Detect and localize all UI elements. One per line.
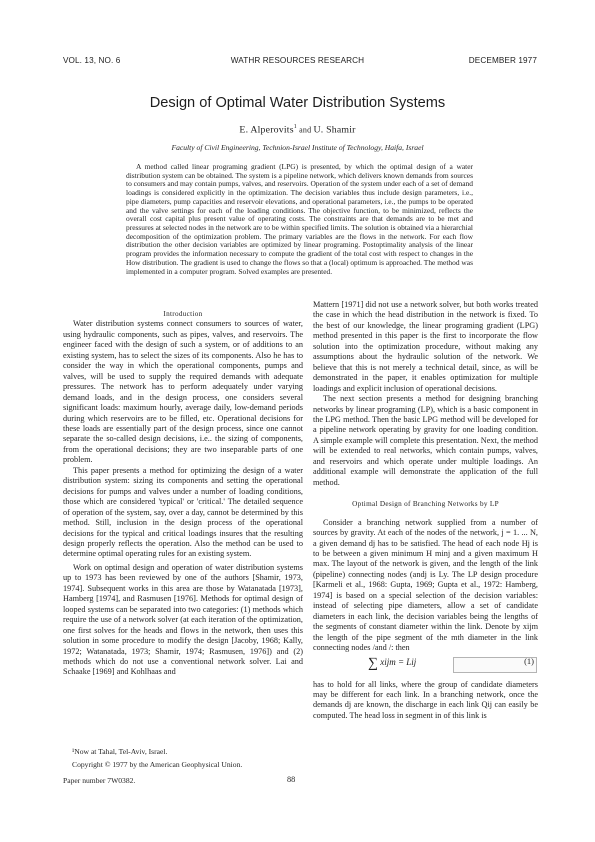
- body-paragraph: Mattern [1971] did not use a network solver, but both works treated the case in which the head distribution in the network is fixed. To the best of our knowledge, the linear programing gradient (LPG) method presented in this paper is the first to incorporate the flow solution into the optimization procedure, without making any assumptions about the hydraulic solution of the network. We believe that this is not merely a technical detail, since, as will be demonstrated in the paper, it enables optimization for multiple loadings and explicit inclusion of operational decisions.: [313, 300, 538, 393]
- page-number: 88: [287, 775, 296, 784]
- body-paragraph: Work on optimal design and operation of water distribution systems up to 1973 has been reviewed by one of the authors [Shamir, 1973, 1974]. Subsequent works in this area are those by Watanatada [1973], Hamberg [1974], and Rasmusen [1976]. Methods for optimal design of looped systems can be separated into two categories: (1) methods which require the use of a network solver (at each iteration of the optimization, one first solves for the heads and flows in the network, then uses this solution in some procedure to modify the design [Jacoby, 1968; Kally, 1972; Watanatada, 1973; Shamir, 1974; Rasmusen, 1976]) and (2) methods which do not use a conventional network solver. Lai and Schaake [1969] and Kohlhaas and: [63, 562, 303, 677]
- equation-number: (1): [524, 655, 534, 666]
- section-heading: Optimal Design of Branching Networks by LP: [352, 500, 499, 509]
- running-header-journal: WATHR RESOURCES RESEARCH: [230, 56, 365, 65]
- section-heading: Introduction: [163, 310, 203, 318]
- copyright-notice: Copyright © 1977 by the American Geophysical Union.: [72, 760, 243, 769]
- body-paragraph: has to hold for all links, where the group of candidate diameters may be different for each link. In a branching network, once the demands dj are known, the discharge in each link Qij can easily be computed. The head loss in segment in of this link is: [313, 679, 538, 720]
- body-paragraph: The next section presents a method for designing branching networks by linear programing (LP), which is a basic component in the LPG method. Then the basic LPG method will be developed for a pipeline network operating by gravity for one loading condition. A simple example will complete this presentation. Next, the method will be extended to real networks, which contain pumps, valves, and reservoirs and which operate under multiple loadings. An additional example will demonstrate the application of the full method.: [313, 394, 538, 487]
- body-paragraph: This paper presents a method for optimizing the design of a water distribution system: sizing its components and setting the operational decisions for pumps and valves under a number of loading conditions, those which are considered 'typical' or 'critical.' The detailed sequence of operation of the system, say, over a day, cannot be determined by this method. Still, inclusion in the design process of the operational decisions for the typical and critical loadings insures that the resulting design properly reflects the operation. Also the method can be used to determine optimal operating rules for an existing system.: [63, 465, 303, 559]
- summation-symbol: ∑: [368, 655, 378, 671]
- running-header-date: DECEMBER 1977: [468, 56, 537, 65]
- body-paragraph: Water distribution systems connect consumers to sources of water, using hydraulic components, such as pipes, valves, and reservoirs. The engineer faced with the design of such a system, or of additions to an existing system, has to select the sizes of its components. Also he has to consider the way in which the operational components, pumps and valves, will be used to supply the required demands with adequate pressures. The network has to perform adequately under varying demand loads, and in the design process, one considers several significant loads: maximum hourly, average daily, low-demand periods during which reservoirs are to be filled, etc. Operational decisions for these loads are essentially part of the design process, since one cannot separate the so-called design decisions, i.e.. the sizing of components, from the operational decisions; they are two inseparable parts of one problem.: [63, 319, 303, 465]
- equation-body: [368, 657, 416, 669]
- footnote: ¹Now at Tahal, Tel-Aviv, Israel.: [72, 747, 168, 756]
- footnote-marker: 1: [293, 124, 297, 130]
- equation-1: [313, 655, 538, 677]
- body-paragraph: Consider a branching network supplied from a number of sources by gravity. At each of the nodes of the network, j = 1. ... N, a given demand dj has to be satisfied. The head of each node Hj is to be between a given minimum H minj and a given maximum H max. The layout of the network is given, and the length of the link (pipeline) connecting nodes (andj is Ly. The LP design procedure [Karmeli et al., 1968: Gupta, 1969; Gupta et al., 1972: Hamberg, 1974] is based on a special selection of the decision variables: instead of selecting pipe diameters, allow a set of candidate diameters in each link, the decision variables being the lengths of the segments of constant diameter within the link. Denote by xijm the length of the pipe segment of the mth diameter in the link connecting nodes /and /: then: [313, 517, 538, 653]
- author-line: [0, 124, 595, 135]
- author-separator: and: [296, 125, 314, 135]
- running-header-volume: VOL. 13, NO. 6: [63, 56, 121, 65]
- right-column: [313, 300, 538, 721]
- author-name: U. Shamir: [313, 124, 356, 136]
- abstract: A method called linear programing gradient (LPG) is presented, by which the optimal design of a water distribution system can be obtained. The system is a pipeline network, which delivers known demands from sources to consumers and may contain pumps, valves, and reservoirs. Operation of the system under each of a set of demand loadings is considered explicitly in the optimization. The decision variables thus include design parameters, i.e., pipe diameters, pump capacities and reservoir elevations, and operational parameters, i.e., the pumps to be operated and the valve settings for each of the loading conditions. The objective function, to be minimized, reflects the overall cost capital plus present value of operating costs. The constraints are that demands are to be met and pressures at selected nodes in the network are to be within specified limits. The solution is obtained via a hierarchial decomposition of the optimization problem. The primary variables are the flows in the network. For each flow distribution the other decision variables are optimized by linear programing. Postoptimality analysis of the linear program provides the information necessary to compute the gradient of the total cost with respect to changes in the How distribution. The gradient is used to change the flows so that a (local) optimum is approached. The method was implemented in a computer program. Solved examples are presented.: [126, 162, 473, 276]
- affiliation: Faculty of Civil Engineering, Technion-Israel Institute of Technology, Haifa, Israel: [171, 143, 424, 152]
- equation-text: xijm = Lij: [380, 656, 417, 667]
- paper-title: Design of Optimal Water Distribution Systems: [149, 95, 446, 111]
- author-name: E. Alperovits: [239, 124, 294, 136]
- paper-number: Paper number 7W0382.: [63, 776, 136, 785]
- left-column: [63, 309, 303, 678]
